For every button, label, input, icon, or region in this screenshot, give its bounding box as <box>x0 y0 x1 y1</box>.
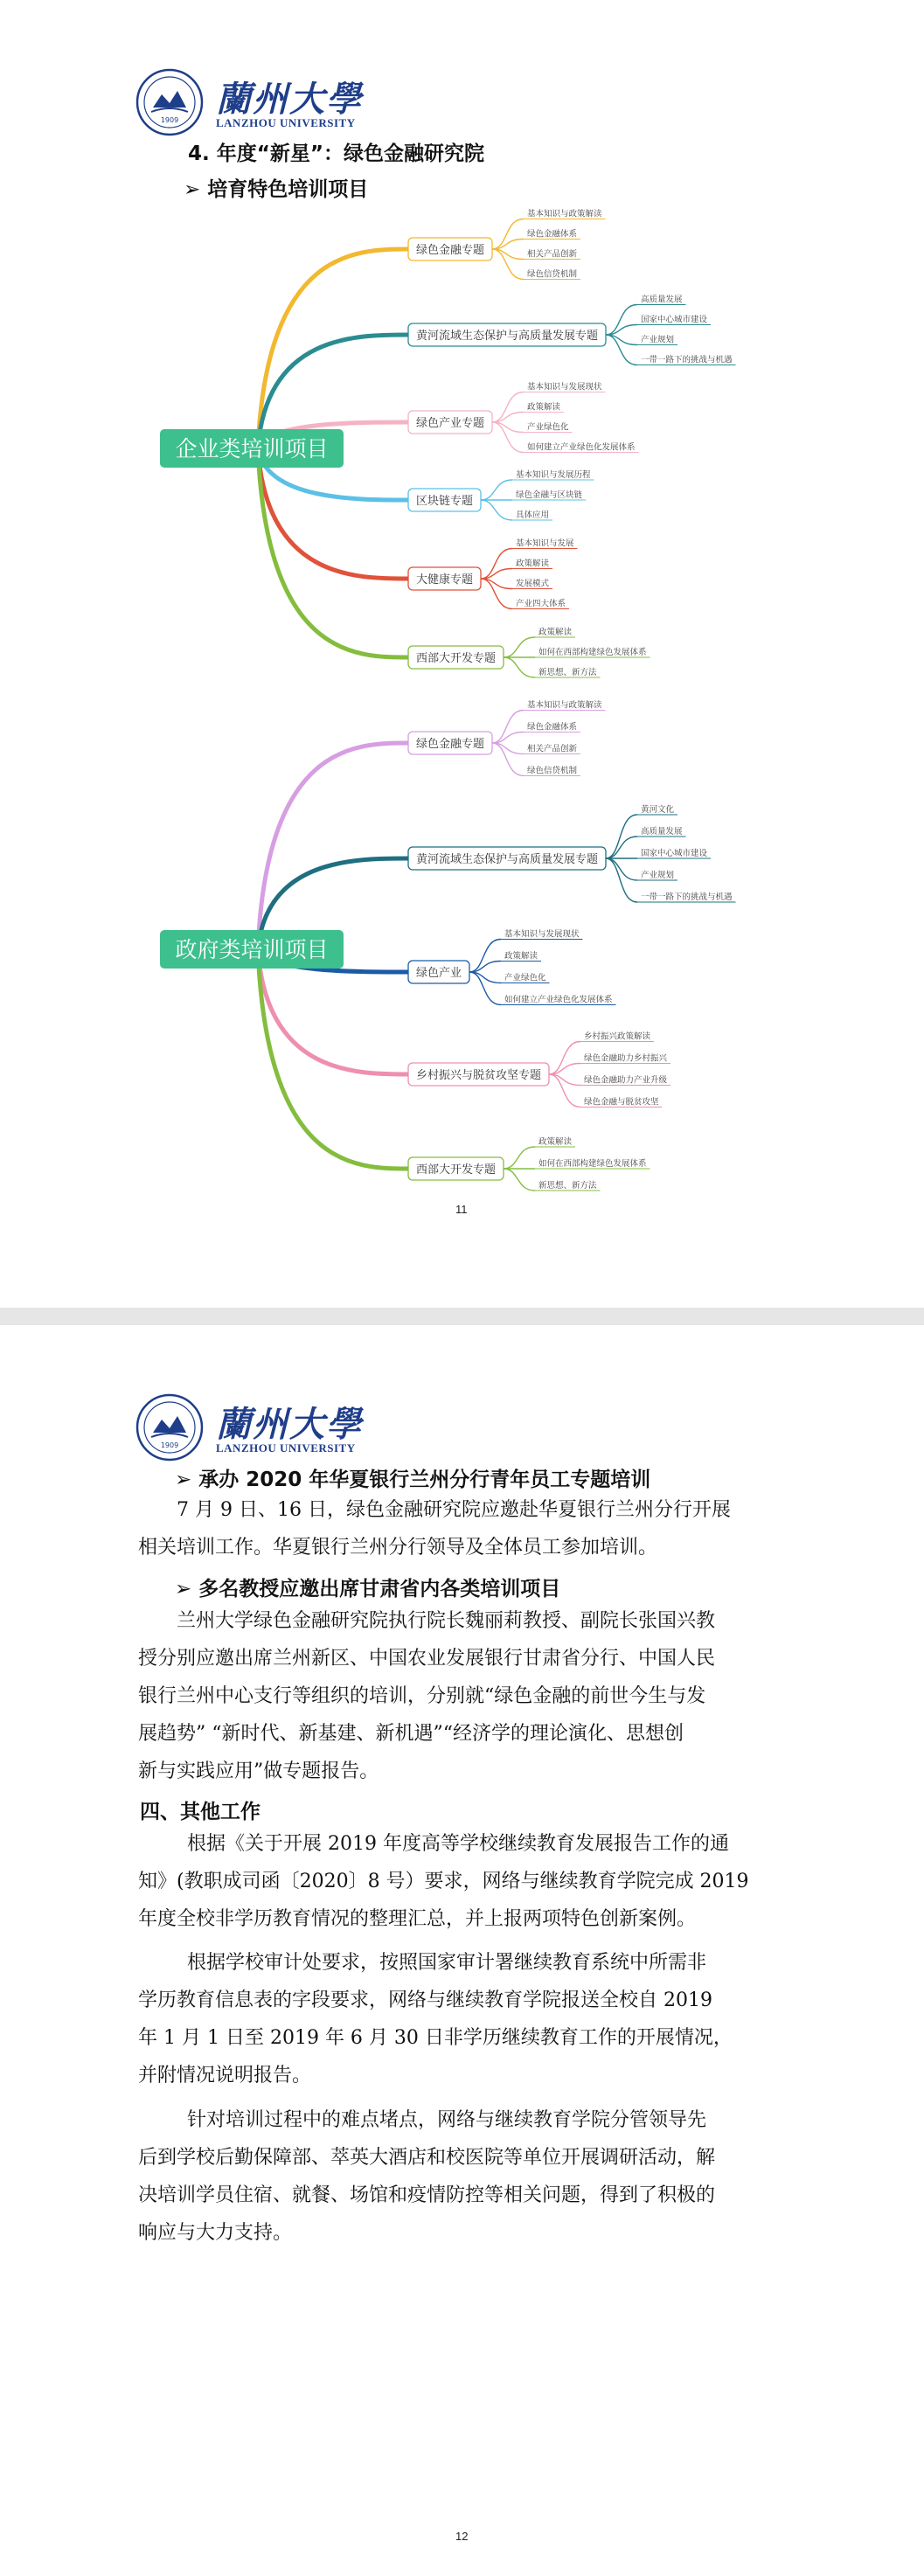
enterprise-map-leaf-line <box>606 335 637 365</box>
logo-name-en: LANZHOU UNIVERSITY <box>216 1441 356 1455</box>
university-seal-icon <box>135 1393 205 1462</box>
university-seal-icon <box>135 68 205 136</box>
government-map-branch-line <box>258 743 408 949</box>
para-line: 年度全校非学历教育情况的整理汇总，并上报两项特色创新案例。 <box>138 1908 697 1930</box>
government-map-leaf-label: 绿色金融助力乡村振兴 <box>584 1053 668 1064</box>
government-map-branch-label: 绿色金融专题 <box>416 738 485 751</box>
item1-heading <box>175 1463 650 1492</box>
government-map-leaf-line <box>469 972 501 1005</box>
government-map-leaf-label: 基本知识与发展现状 <box>504 929 580 940</box>
government-map-leaf-label: 新思想、新方法 <box>538 1181 597 1191</box>
enterprise-map-leaf-label: 产业规划 <box>641 335 675 345</box>
enterprise-map-leaf-label: 基本知识与发展历程 <box>516 470 591 480</box>
government-map-leaf-label: 高质量发展 <box>641 827 683 837</box>
arrow-bullet-icon: ➢ <box>175 1469 199 1491</box>
svg-text:1909: 1909 <box>160 1441 179 1449</box>
logo-name-cn: 蘭州大學 <box>216 79 363 120</box>
government-map-leaf-label: 如何建立产业绿色化发展体系 <box>504 995 613 1005</box>
section-heading: 4. 年度“新星”：绿色金融研究院 <box>188 142 484 165</box>
enterprise-map-leaf-label: 产业绿色化 <box>527 422 569 433</box>
item2-heading-text: 多名教授应邀出席甘肃省内各类培训项目 <box>198 1578 561 1600</box>
enterprise-map-branch-label: 区块链专题 <box>416 495 474 508</box>
para-line: 根据学校审计处要求，按照国家审计署继续教育系统中所需非 <box>187 1952 707 1974</box>
enterprise-map-leaf-line <box>606 305 637 336</box>
enterprise-map-leaf-line <box>481 549 512 580</box>
government-map-leaf-label: 绿色金融与脱贫攻坚 <box>584 1097 659 1107</box>
paragraph-2 <box>138 1944 785 2094</box>
enterprise-map-leaf-label: 产业四大体系 <box>516 599 566 609</box>
enterprise-map-branch-line <box>258 249 408 448</box>
para-line: 根据《关于开展 2019 年度高等学校继续教育发展报告工作的通 <box>187 1833 729 1855</box>
enterprise-map-leaf-label: 基本知识与发展现状 <box>527 382 602 392</box>
enterprise-map-leaf-label: 基本知识与发展 <box>516 538 574 549</box>
arrow-bullet-icon: ➢ <box>175 1578 199 1600</box>
para-line: 展趋势” “新时代、新基建、新机遇”“经济学的理论演化、思想创 <box>138 1723 684 1745</box>
enterprise-map-root-label: 企业类培训项目 <box>175 436 329 462</box>
government-map-leaf-label: 国家中心城市建设 <box>641 849 708 858</box>
logo-name-cn: 蘭州大學 <box>216 1404 363 1445</box>
government-map-leaf-label: 绿色金融助力产业升级 <box>584 1075 668 1086</box>
government-map-root-label: 政府类培训项目 <box>175 937 329 962</box>
enterprise-map-leaf-line <box>492 422 524 453</box>
para-line: 银行兰州中心支行等组织的培训，分别就“绿色金融的前世今生与发 <box>138 1685 706 1707</box>
para-line: 兰州大学绿色金融研究院执行院长魏丽莉教授、副院长张国兴教 <box>177 1610 716 1632</box>
enterprise-map-leaf-label: 新思想、新方法 <box>538 668 597 677</box>
enterprise-map-leaf-line <box>492 249 524 280</box>
enterprise-map-leaf-line <box>492 392 524 423</box>
enterprise-map-leaf-line <box>481 500 512 520</box>
para-line: 响应与大力支持。 <box>138 2222 293 2244</box>
government-map-leaf-label: 黄河文化 <box>641 805 675 815</box>
enterprise-map-branch-label: 绿色金融专题 <box>416 244 485 257</box>
enterprise-map-branch-line <box>258 448 408 579</box>
enterprise-map-leaf-label: 如何在西部构建绿色发展体系 <box>538 648 647 657</box>
enterprise-map-leaf-label: 政策解读 <box>527 402 561 413</box>
government-map-leaf-label: 产业绿色化 <box>504 973 546 983</box>
government-map-leaf-label: 乡村振兴政策解读 <box>584 1031 651 1042</box>
government-map-leaf-label: 产业规划 <box>641 871 675 880</box>
government-map-leaf-line <box>549 1074 580 1107</box>
government-map-leaf-label: 绿色金融体系 <box>527 722 578 733</box>
government-map-leaf-line <box>606 858 637 880</box>
government-map-leaf-line <box>492 711 524 744</box>
government-map-leaf-label: 相关产品创新 <box>527 744 578 754</box>
paragraph-1 <box>138 1825 785 1938</box>
university-logo <box>135 1393 363 1462</box>
para-line: 针对培训过程中的难点堵点，网络与继续教育学院分管领导先 <box>187 2109 707 2131</box>
government-map-leaf-label: 政策解读 <box>538 1137 573 1147</box>
enterprise-map-branch-label: 黄河流域生态保护与高质量发展专题 <box>416 330 599 343</box>
government-map-leaf-line <box>504 1147 535 1169</box>
government-map-leaf-line <box>469 940 501 973</box>
enterprise-map-leaf-label: 绿色金融体系 <box>527 229 578 240</box>
enterprise-map-leaf-label: 发展模式 <box>516 579 550 589</box>
government-map-leaf-label: 政策解读 <box>504 951 538 962</box>
para-line: 后到学校后勤保障部、萃英大酒店和校医院等单位开展调研活动，解 <box>138 2147 716 2169</box>
enterprise-map-leaf-label: 一带一路下的挑战与机遇 <box>641 355 733 365</box>
item2-paragraph <box>138 1602 785 1790</box>
paragraph-3 <box>138 2101 785 2252</box>
page-number: 11 <box>455 1203 468 1216</box>
para-line: 新与实践应用”做专题报告。 <box>138 1760 379 1782</box>
seal-year: 1909 <box>160 116 179 124</box>
university-logo <box>135 68 363 136</box>
government-map-branch-label: 绿色产业 <box>416 967 462 980</box>
para-line: 7 月 9 日、16 日，绿色金融研究院应邀赴华夏银行兰州分行开展 <box>177 1499 731 1521</box>
item1-heading-text: 承办 2020 年华夏银行兰州分行青年员工专题培训 <box>198 1469 651 1491</box>
para-line: 授分别应邀出席兰州新区、中国农业发展银行甘肃省分行、中国人民 <box>138 1648 716 1670</box>
sub-heading <box>184 173 368 202</box>
government-map-leaf-line <box>549 1042 580 1075</box>
item2-heading <box>175 1573 560 1601</box>
government-map-leaf-line <box>606 837 637 858</box>
enterprise-map-leaf-line <box>492 219 524 250</box>
enterprise-map-leaf-label: 绿色信贷机制 <box>527 269 578 280</box>
logo-name-en: LANZHOU UNIVERSITY <box>216 116 356 129</box>
government-map-branch-label: 西部大开发专题 <box>416 1163 497 1177</box>
sub-heading-text: 培育特色培训项目 <box>207 178 369 201</box>
para-line: 知》(教职成司函〔2020〕8 号）要求，网络与继续教育学院完成 2019 <box>138 1871 749 1892</box>
government-map-leaf-line <box>504 1169 535 1191</box>
government-map-leaf-line <box>492 743 524 776</box>
training-mind-maps <box>0 201 924 1232</box>
enterprise-map-leaf-label: 基本知识与政策解读 <box>527 209 602 219</box>
enterprise-map-leaf-label: 高质量发展 <box>641 295 683 305</box>
government-map-branch-line <box>258 949 408 1169</box>
enterprise-map-leaf-line <box>481 480 512 500</box>
enterprise-map-leaf-label: 具体应用 <box>516 510 550 520</box>
enterprise-map-leaf-line <box>504 637 535 657</box>
item1-paragraph <box>138 1491 785 1566</box>
enterprise-map-leaf-line <box>481 579 512 609</box>
enterprise-map-branch-label: 西部大开发专题 <box>416 652 497 665</box>
government-map-leaf-label: 如何在西部构建绿色发展体系 <box>538 1159 647 1169</box>
enterprise-map-branch-label: 大健康专题 <box>416 573 474 587</box>
para-line: 并附情况说明报告。 <box>138 2065 312 2086</box>
enterprise-map-leaf-label: 相关产品创新 <box>527 249 578 260</box>
government-map-leaf-label: 一带一路下的挑战与机遇 <box>641 892 733 902</box>
para-line: 决培训学员住宿、就餐、场馆和疫情防控等相关问题，得到了积极的 <box>138 2184 716 2206</box>
para-line: 学历教育信息表的字段要求，网络与继续教育学院报送全校自 2019 <box>138 1989 712 2011</box>
enterprise-map-leaf-label: 政策解读 <box>516 559 550 569</box>
para-line: 年 1 月 1 日至 2019 年 6 月 30 日非学历继续教育工作的开展情况， <box>138 2027 733 2049</box>
para-line: 相关培训工作。华夏银行兰州分行领导及全体员工参加培训。 <box>138 1537 658 1559</box>
government-map-branch-label: 黄河流域生态保护与高质量发展专题 <box>416 853 599 866</box>
government-map-branch-label: 乡村振兴与脱贫攻坚专题 <box>416 1069 542 1082</box>
arrow-bullet-icon: ➢ <box>184 178 201 201</box>
section4-heading: 四、其他工作 <box>140 1801 261 1823</box>
enterprise-map-leaf-label: 绿色金融与区块链 <box>516 490 583 500</box>
government-map-leaf-label: 基本知识与政策解读 <box>527 700 602 711</box>
page-number: 12 <box>455 2530 469 2543</box>
page-12 <box>0 1325 924 2576</box>
government-map-leaf-label: 绿色信贷机制 <box>527 766 578 776</box>
enterprise-map-leaf-label: 如何建立产业绿色化发展体系 <box>527 442 636 453</box>
enterprise-map-leaf-label: 政策解读 <box>538 628 573 637</box>
enterprise-map-leaf-label: 国家中心城市建设 <box>641 315 708 325</box>
enterprise-map-branch-label: 绿色产业专题 <box>416 417 485 430</box>
enterprise-map-leaf-line <box>504 657 535 677</box>
